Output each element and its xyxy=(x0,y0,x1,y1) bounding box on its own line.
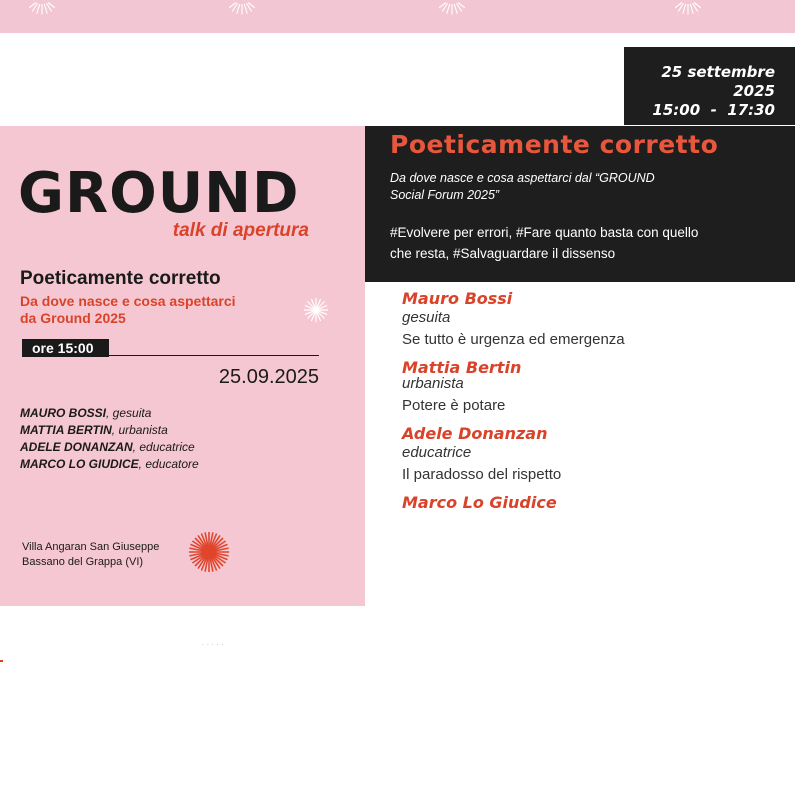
venue xyxy=(22,540,159,570)
speaker-name: MARCO LO GIUDICE xyxy=(20,457,139,471)
poster-speaker xyxy=(20,422,199,439)
sunburst-icon xyxy=(432,0,472,16)
talk-subtitle xyxy=(390,170,720,204)
poster-speaker xyxy=(20,456,199,473)
talk-subtitle-line-2: Social Forum 2025” xyxy=(390,188,500,202)
speaker-name: MATTIA BERTIN xyxy=(20,423,112,437)
poster-subheading xyxy=(20,293,280,327)
sunburst-icon xyxy=(668,0,708,16)
hashtags-line-2: che resta, #Salvaguardare il dissenso xyxy=(390,246,616,261)
poster-date: 25.09.2025 xyxy=(218,366,319,388)
poster-sub-line-2: da Ground 2025 xyxy=(20,310,126,326)
speaker-role: , educatrice xyxy=(132,440,195,454)
talk-hashtags xyxy=(390,222,760,264)
program-item xyxy=(402,493,625,512)
program-talk-title: Il paradosso del rispetto xyxy=(402,466,562,483)
venue-line-1: Villa Angaran San Giuseppe xyxy=(22,541,160,553)
speaker-role: , gesuita xyxy=(106,406,152,420)
decorative-artifact: ˙ ˙ ˙ ˙ ˙ xyxy=(202,643,225,652)
date-line-1: 25 settembre xyxy=(661,63,775,81)
date-line-2: 2025 xyxy=(733,82,775,100)
sunburst-icon xyxy=(303,297,329,323)
program-speaker-name: Mattia Bertin xyxy=(402,358,522,377)
sunburst-icon xyxy=(222,0,262,16)
date-box xyxy=(624,47,795,125)
program-speaker-name: Mauro Bossi xyxy=(402,289,513,308)
ground-logo: GROUND xyxy=(18,161,300,226)
program-talk-title: Potere è potare xyxy=(402,397,506,414)
top-pink-strip xyxy=(0,0,795,33)
poster-divider xyxy=(109,355,319,356)
poster-speaker xyxy=(20,439,199,456)
venue-line-2: Bassano del Grappa (VI) xyxy=(22,556,144,568)
poster-subtitle: talk di apertura xyxy=(172,220,309,241)
talk-subtitle-line-1: Da dove nasce e cosa aspettarci dal “GROUND xyxy=(390,171,655,185)
program-item xyxy=(402,424,625,485)
speaker-name: ADELE DONANZAN xyxy=(20,440,133,454)
speaker-role: , educatore xyxy=(138,457,199,471)
sunburst-icon xyxy=(22,0,62,16)
program-speaker-name: Adele Donanzan xyxy=(402,424,548,443)
program-item xyxy=(402,289,625,350)
decorative-artifact xyxy=(0,660,3,662)
program-speaker-role: urbanista xyxy=(402,375,464,392)
time-range: 15:00 - 17:30 xyxy=(652,101,775,119)
time-badge: ore 15:00 xyxy=(22,339,109,357)
poster-speaker-list xyxy=(20,405,199,473)
event-poster xyxy=(0,126,365,606)
program-list xyxy=(402,289,625,520)
program-speaker-name: Marco Lo Giudice xyxy=(402,493,557,512)
poster-speaker xyxy=(20,405,199,422)
speaker-role: , urbanista xyxy=(111,423,168,437)
poster-title: Poeticamente corretto xyxy=(20,268,221,289)
sunburst-icon xyxy=(188,531,230,573)
talk-title: Poeticamente corretto xyxy=(390,130,719,159)
poster-sub-line-1: Da dove nasce e cosa aspettarci xyxy=(20,293,236,309)
hashtags-line-1: #Evolvere per errori, #Fare quanto basta con quello xyxy=(390,225,699,240)
program-speaker-role: gesuita xyxy=(402,309,451,326)
speaker-name: MAURO BOSSI xyxy=(20,406,107,420)
program-talk-title: Se tutto è urgenza ed emergenza xyxy=(402,331,625,348)
talk-info-box xyxy=(365,126,795,282)
program-speaker-role: educatrice xyxy=(402,444,472,461)
program-item xyxy=(402,358,625,416)
